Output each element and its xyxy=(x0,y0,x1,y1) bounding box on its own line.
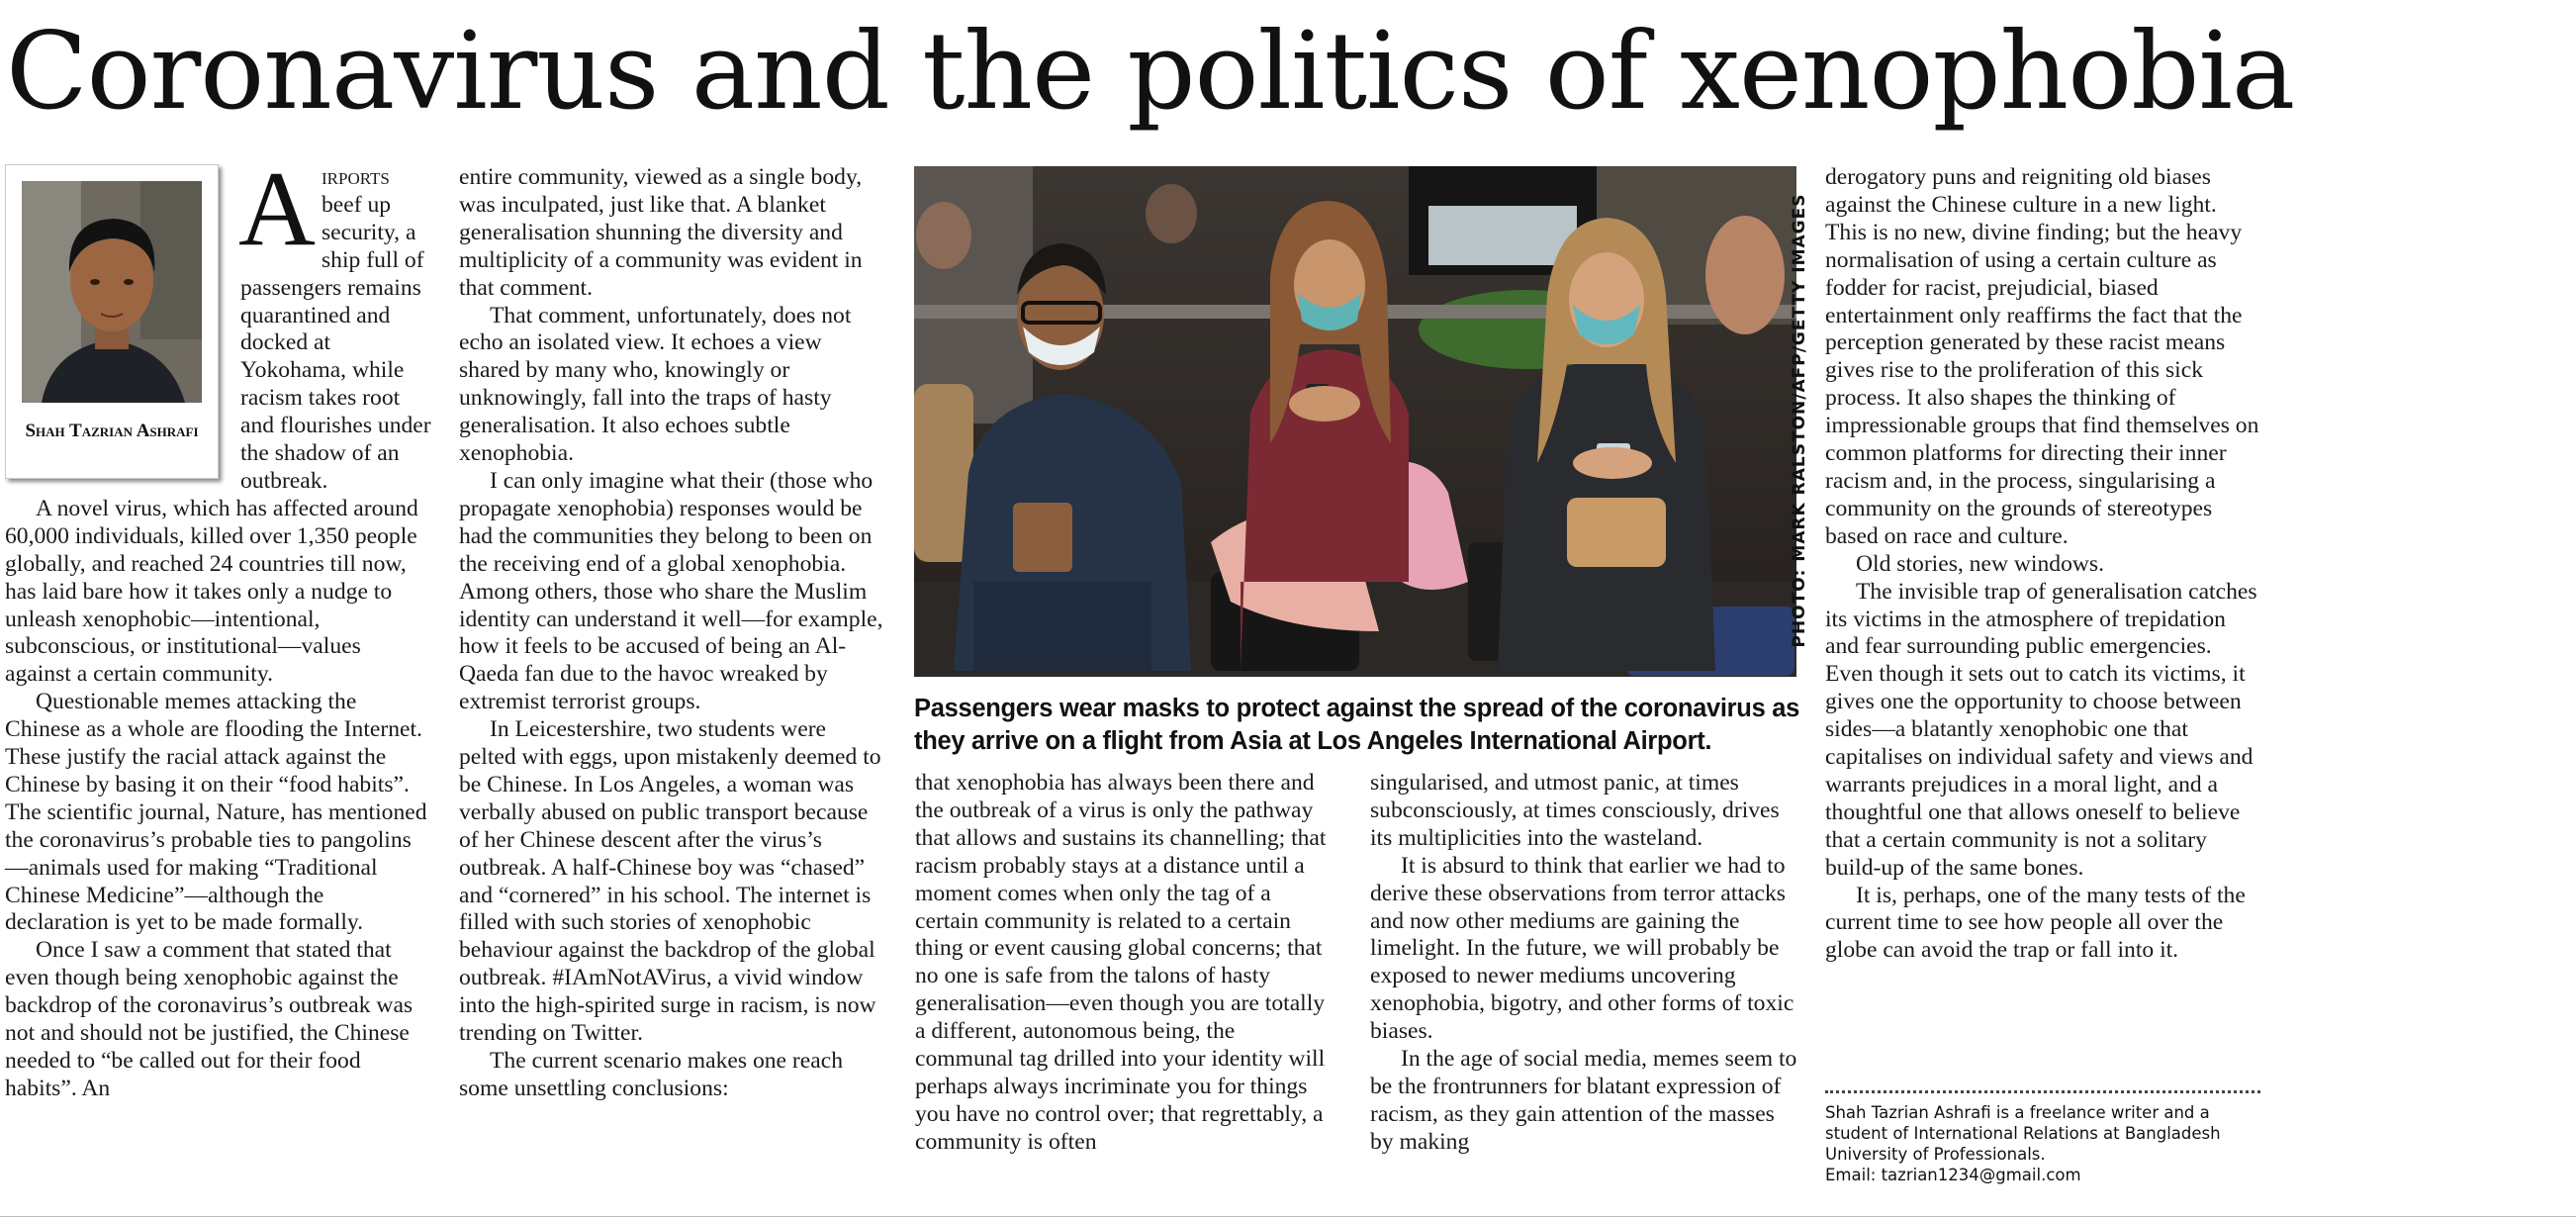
author-bio-text: Shah Tazrian Ashrafi is a freelance writer and a student of International Relations at Bangladesh University of Professionals. xyxy=(1825,1103,2221,1164)
paragraph-continued: derogatory puns and reigniting old biases against the Chinese culture in a new light. This is no new, divine finding; but the heavy normalisation of using a certain culture as fodder for racist, prejudicial, biased entertainment only reaffirms the fact that the perception generated by these racist means gives rise to the proliferation of this sick process. It also shapes the thinking of impressionable groups that find themselves on common platforms for directing their inner racism and, in the process, singularising a community on the grounds of stereotypes based on race and culture. xyxy=(1825,164,2259,549)
paragraph: Once I saw a comment that stated that even though being xenophobic against the backdrop of the coronavirus’s outbreak was not and should not be justified, the Chinese needed to “be called out for their food habits”. An xyxy=(5,937,414,1101)
author-email: Email: tazrian1234@gmail.com xyxy=(1825,1166,2081,1184)
paragraph: Old stories, new windows. xyxy=(1856,550,2104,577)
page-bottom-rule xyxy=(0,1216,2576,1217)
paragraph-continued: singularised, and utmost panic, at times subconsciously, at times consciously, drives its multiplicities into the wasteland. xyxy=(1370,770,1780,851)
author-photo xyxy=(22,181,202,403)
paragraph: Questionable memes attacking the Chinese as a whole are flooding the Internet. These justify the racial attack against the Chinese by basing it on their “food habits”. The scientific journal, Nature, has mentioned the coronavirus’s probable ties to pangolins—animals used for making “Traditional Chinese Medicine”—although the declaration is yet to be made formally. xyxy=(5,689,427,936)
lead-text: beef up security, a ship full of passengers remains quarantined and docked at Yokohama, while racism takes root and flourishes under the shadow of an outbreak. xyxy=(240,191,431,494)
lead-smallcaps: irports xyxy=(322,164,390,190)
news-photo xyxy=(914,166,1796,677)
paragraph-continued: entire community, viewed as a single body, was inculpated, just like that. A blanket generalisation shunning the diversity and multiplicity of a community was evident in that comment. xyxy=(459,164,863,301)
photo-credit: PHOTO: MARK RALSTON/AFP/GETTY IMAGES xyxy=(1790,193,1809,648)
paragraph: In Leicestershire, two students were pelted with eggs, upon mistakenly deemed to be Chinese. In Los Angeles, a woman was verbally abused on public transport because of her Chinese descent after the virus’s outbreak. A half-Chinese boy was “chased” and “cornered” in his school. The internet is filled with such stories of xenophobic behaviour against the backdrop of the global outbreak. #IAmNotAVirus, a vivid window into the high-spirited surge in racism, is now trending on Twitter. xyxy=(459,716,881,1047)
paragraph: The invisible trap of generalisation catches its victims in the atmosphere of trepidation and fear surrounding public emergencies. Even though it sets out to catch its victims, it gives one the opportunity to choose between sides—a blatantly xenophobic one that capitalises on individual safety and views and warrants prejudices in a moral light, and a thoughtful one that allows oneself to believe that a certain community is not a solitary build-up of the same bones. xyxy=(1825,578,2257,881)
photo-caption: Passengers wear masks to protect against the spread of the coronavirus as they arrive on a flight from Asia at Los Angeles International Airport. xyxy=(914,695,1800,755)
paragraph: It is absurd to think that earlier we had to derive these observations from terror attacks and now other mediums are gaining the limelight. In the future, we will probably be exposed to newer mediums uncovering xenophobia, bigotry, and other forms of toxic biases. xyxy=(1370,852,1794,1045)
paragraph: It is, perhaps, one of the many tests of the current time to see how people all over the globe can avoid the trap or fall into it. xyxy=(1825,882,2246,964)
article-column-5 xyxy=(1825,164,2260,965)
paragraph: The current scenario makes one reach some unsettling conclusions: xyxy=(459,1048,843,1101)
article-column-2 xyxy=(459,164,887,1103)
paragraph: A novel virus, which has affected around 60,000 individuals, killed over 1,350 people globally, and reached 24 countries till now, has laid bare how it takes only a nudge to unleash xenophobic—intentional, subconscious, or institutional—values against a certain community. xyxy=(5,495,418,688)
article-column-1 xyxy=(5,150,432,1103)
airport-passengers-image xyxy=(914,166,1796,677)
author-bio xyxy=(1825,1102,2260,1185)
drop-cap: A xyxy=(238,150,316,268)
author-card xyxy=(5,164,219,479)
article-column-4 xyxy=(1370,770,1797,1157)
paragraph: I can only imagine what their (those who propagate xenophobia) responses would be had the communities they belong to been on the receiving end of a global xenophobia. Among others, those who share the Muslim identity can understand it well—for example, how it feels to be accused of being an Al-Qaeda fan due to the havoc wreaked by extremist terrorist groups. xyxy=(459,467,883,715)
article-headline: Coronavirus and the politics of xenophobia xyxy=(6,10,2295,134)
article-column-3 xyxy=(915,770,1327,1157)
paragraph: In the age of social media, memes seem to be the frontrunners for blatant expression of racism, as they gain attention of the masses by making xyxy=(1370,1046,1797,1155)
paragraph: That comment, unfortunately, does not echo an isolated view. It echoes a view shared by many who, knowingly or unknowingly, fall into the traps of hasty generalisation. It also echoes subtle xenophobia. xyxy=(459,302,852,467)
author-name: Shah Tazrian Ashrafi xyxy=(25,421,199,441)
paragraph-continued: that xenophobia has always been there and the outbreak of a virus is only the pathway that allows and sustains its channelling; that racism probably stays at a distance until a moment comes when only the tag of a certain community is related to a certain thing or event causing global concerns; that no one is safe from the talons of hasty generalisation—even though you are totally a different, autonomous being, the communal tag drilled into your identity will perhaps always incriminate you for things you have no control over; that regrettably, a community is often xyxy=(915,770,1327,1155)
bio-divider xyxy=(1825,1090,2260,1093)
